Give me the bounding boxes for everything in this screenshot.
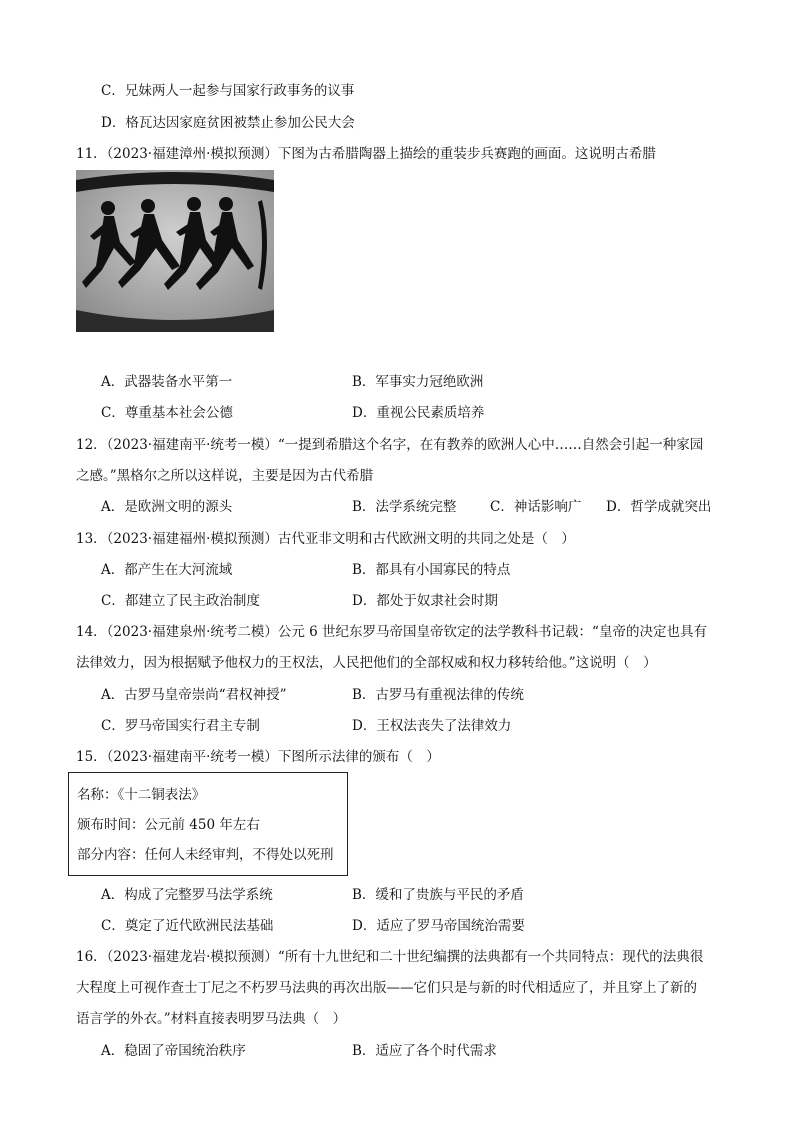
law-info-box (68, 772, 348, 876)
option-b: B．都具有小国寡民的特点 (352, 562, 511, 578)
option-c: C．都建立了民主政治制度 (101, 593, 260, 609)
question-16: 16．（2023·福建龙岩·模拟预测）“所有十九世纪和二十世纪编撰的法典都有一个共同特点：现代的法典很 (76, 949, 704, 965)
question-14: 14．（2023·福建泉州·统考二模）公元 6 世纪东罗马帝国皇帝钦定的法学教科书记载：“皇帝的决定也具有 (76, 624, 707, 640)
option-b: B．法学系统完整 (352, 499, 457, 515)
option-a: A．都产生在大河流域 (101, 562, 233, 578)
option-c: C．罗马帝国实行君主专制 (101, 718, 260, 734)
option-b: B．军事实力冠绝欧洲 (352, 374, 484, 390)
option-b: B．古罗马有重视法律的传统 (352, 687, 524, 703)
option-a: A．是欧洲文明的源头 (101, 499, 233, 515)
question-12: 12．（2023·福建南平·统考一模）“一提到希腊这个名字，在有教养的欧洲人心中……自然会引起一种家园 (76, 437, 704, 453)
question-11: 11．（2023·福建漳州·模拟预测）下图为古希腊陶器上描绘的重装步兵赛跑的画面。这说明古希腊 (76, 146, 656, 162)
option-b: B．缓和了贵族与平民的矛盾 (352, 887, 524, 903)
question-13: 13．（2023·福建福州·模拟预测）古代亚非文明和古代欧洲文明的共同之处是（ ） (76, 531, 575, 547)
law-name: 名称：《十二铜表法》 (77, 787, 206, 803)
question-12-cont: 之感。”黑格尔之所以这样说，主要是因为古代希腊 (76, 468, 374, 484)
option-c: C．兄妹两人一起参与国家行政事务的议事 (101, 83, 355, 99)
option-a: A．武器装备水平第一 (101, 374, 233, 390)
question-15: 15．（2023·福建南平·统考一模）下图所示法律的颁布（ ） (76, 749, 440, 765)
option-d: D．哲学成就突出 (606, 499, 712, 515)
question-16-cont: 大程度上可视作查士丁尼之不朽罗马法典的再次出版——它们只是与新的时代相适应了，并且穿上了新的 (76, 980, 697, 996)
option-d: D．重视公民素质培养 (352, 405, 485, 421)
greek-vase-runners-image (76, 170, 274, 332)
option-a: A．古罗马皇帝崇尚“君权神授” (101, 687, 287, 703)
option-d: D．适应了罗马帝国统治需要 (352, 918, 525, 934)
law-date: 颁布时间：公元前 450 年左右 (77, 817, 260, 833)
law-content: 部分内容：任何人未经审判，不得处以死刑 (77, 847, 334, 863)
option-d: D．王权法丧失了法律效力 (352, 718, 512, 734)
option-c: C．尊重基本社会公德 (101, 405, 233, 421)
option-b: B．适应了各个时代需求 (352, 1043, 497, 1059)
question-16-cont2: 语言学的外衣。”材料直接表明罗马法典（ ） (76, 1011, 347, 1027)
option-a: A．构成了完整罗马法学系统 (101, 887, 273, 903)
option-d: D．格瓦达因家庭贫困被禁止参加公民大会 (101, 115, 355, 131)
question-14-cont: 法律效力，因为根据赋予他权力的王权法，人民把他们的全部权威和权力移转给他。”这说明（ ） (76, 655, 657, 671)
option-a: A．稳固了帝国统治秩序 (101, 1043, 246, 1059)
option-c: C．奠定了近代欧洲民法基础 (101, 918, 274, 934)
option-d: D．都处于奴隶社会时期 (352, 593, 498, 609)
option-c: C．神话影响广 (490, 499, 582, 515)
